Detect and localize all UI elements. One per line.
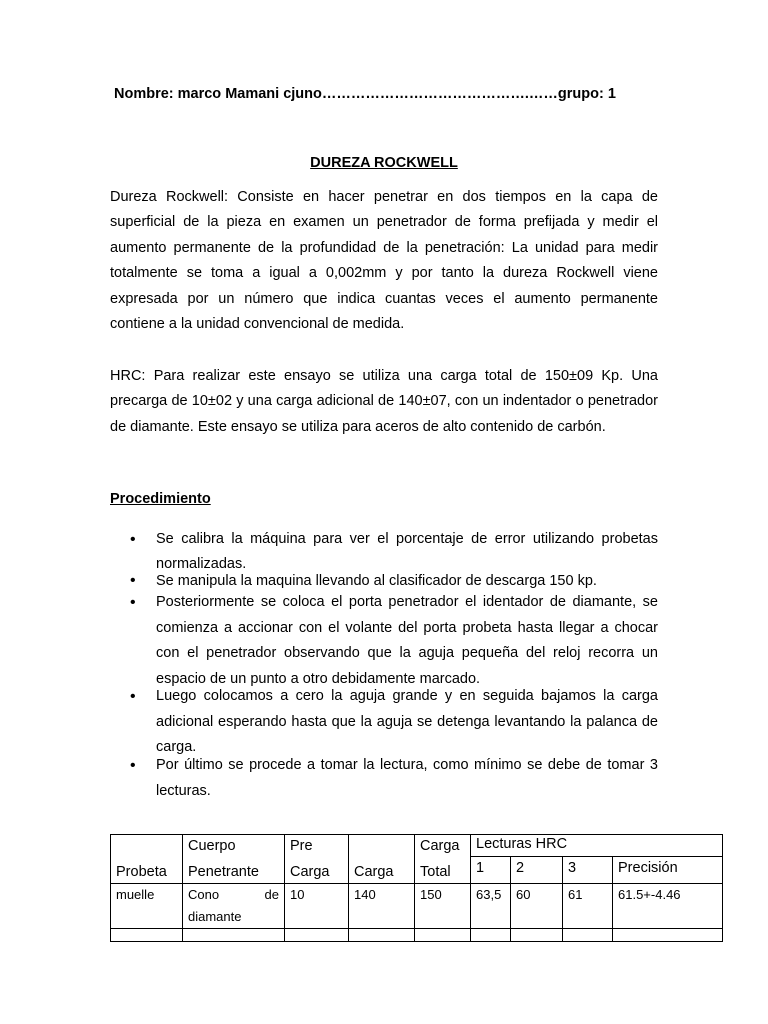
procedure-item-5: • Por último se procede a tomar la lectura, como mínimo se debe de tomar 3 lecturas. <box>156 753 658 804</box>
header-total-line2: Total <box>420 864 451 880</box>
cell-probeta: muelle <box>111 884 183 929</box>
header-cell-carga <box>349 835 415 884</box>
header-precision: Precisión <box>618 860 678 876</box>
procedure-item-1: • Se calibra la máquina para ver el porcentaje de error utilizando probetas normalizadas. <box>156 527 658 577</box>
header-cell-cuerpo <box>183 835 285 884</box>
empty-cell <box>563 929 613 942</box>
header-l1: 1 <box>476 860 485 876</box>
table-row <box>111 884 723 929</box>
cell-carga: 140 <box>349 884 415 929</box>
empty-cell <box>471 929 511 942</box>
cell-precision: 61.5+-4.46 <box>613 884 723 929</box>
header-cell-l2 <box>511 857 563 884</box>
empty-cell <box>349 929 415 942</box>
header-cuerpo-line1: Cuerpo <box>188 838 236 854</box>
empty-cell <box>415 929 471 942</box>
page-title: DUREZA ROCKWELL <box>310 155 458 171</box>
empty-cell <box>511 929 563 942</box>
header-cell-carga-total <box>415 835 471 884</box>
procedure-item-4: • Luego colocamos a cero la aguja grande y en seguida bajamos la carga adicional esperando hasta que la aguja se detenga levantando la palanca de carga. <box>156 684 658 761</box>
results-table <box>110 834 723 942</box>
header-cell-lecturas <box>471 835 723 857</box>
table-header-row-1 <box>111 835 723 857</box>
cell-carga-total: 150 <box>415 884 471 929</box>
procedure-item-2: • Se manipula la maquina llevando al clasificador de descarga 150 kp. <box>156 572 658 590</box>
procedure-item-3: • Posteriormente se coloca el porta penetrador el identador de diamante, se comienza a accionar con el volante del porta probeta hasta llegar a chocar con el penetrador observando que la aguja pequeña del reloj recorra un espacio de un punto a otro debidamente marcado. <box>156 590 658 692</box>
cell-lectura-3: 61 <box>563 884 613 929</box>
header-carga: Carga <box>354 864 394 880</box>
empty-cell <box>613 929 723 942</box>
header-cuerpo-line2: Penetrante <box>188 864 259 880</box>
header-lecturas: Lecturas HRC <box>476 836 568 852</box>
rockwell-definition-paragraph: Dureza Rockwell: Consiste en hacer penetrar en dos tiempos en la capa de superficial de la pieza en examen un penetrador de forma prefijada y medir el aumento permanente de la profundidad de la penetración: La unidad para medir totalmente se toma a igual a 0,002mm y por tanto la dureza Rockwell viene expresada por un número que indica cuantas veces el aumento permanente contiene a la unidad convencional de medida. <box>110 189 658 333</box>
cell-lectura-2: 60 <box>511 884 563 929</box>
student-header: Nombre: marco Mamani cjuno…………………………………….……grupo: 1 <box>114 86 616 102</box>
procedure-heading: Procedimiento <box>110 491 211 507</box>
header-total-line1: Carga <box>420 838 460 854</box>
cell-cuerpo-word2: de <box>264 887 279 902</box>
empty-cell <box>183 929 285 942</box>
empty-cell <box>285 929 349 942</box>
header-l2: 2 <box>516 860 525 876</box>
header-pre-line1: Pre <box>290 838 313 854</box>
empty-cell <box>111 929 183 942</box>
header-probeta: Probeta <box>116 864 167 880</box>
hrc-paragraph: HRC: Para realizar este ensayo se utiliza una carga total de 150±09 Kp. Una precarga de 10±02 y una carga adicional de 140±07, con un indentador o penetrador de diamante. Este ensayo se utiliza para aceros de alto contenido de carbón. <box>110 368 658 435</box>
cell-cuerpo <box>183 884 285 929</box>
header-cell-l1 <box>471 857 511 884</box>
header-cell-precision <box>613 857 723 884</box>
header-pre-line2: Carga <box>290 864 330 880</box>
cell-lectura-1: 63,5 <box>471 884 511 929</box>
cell-precarga: 10 <box>285 884 349 929</box>
header-cell-precarga <box>285 835 349 884</box>
table-row-empty <box>111 929 723 942</box>
header-cell-l3 <box>563 857 613 884</box>
header-l3: 3 <box>568 860 577 876</box>
cell-cuerpo-word1: Cono <box>188 887 220 902</box>
cell-cuerpo-word3: diamante <box>188 909 242 924</box>
header-cell-probeta <box>111 835 183 884</box>
